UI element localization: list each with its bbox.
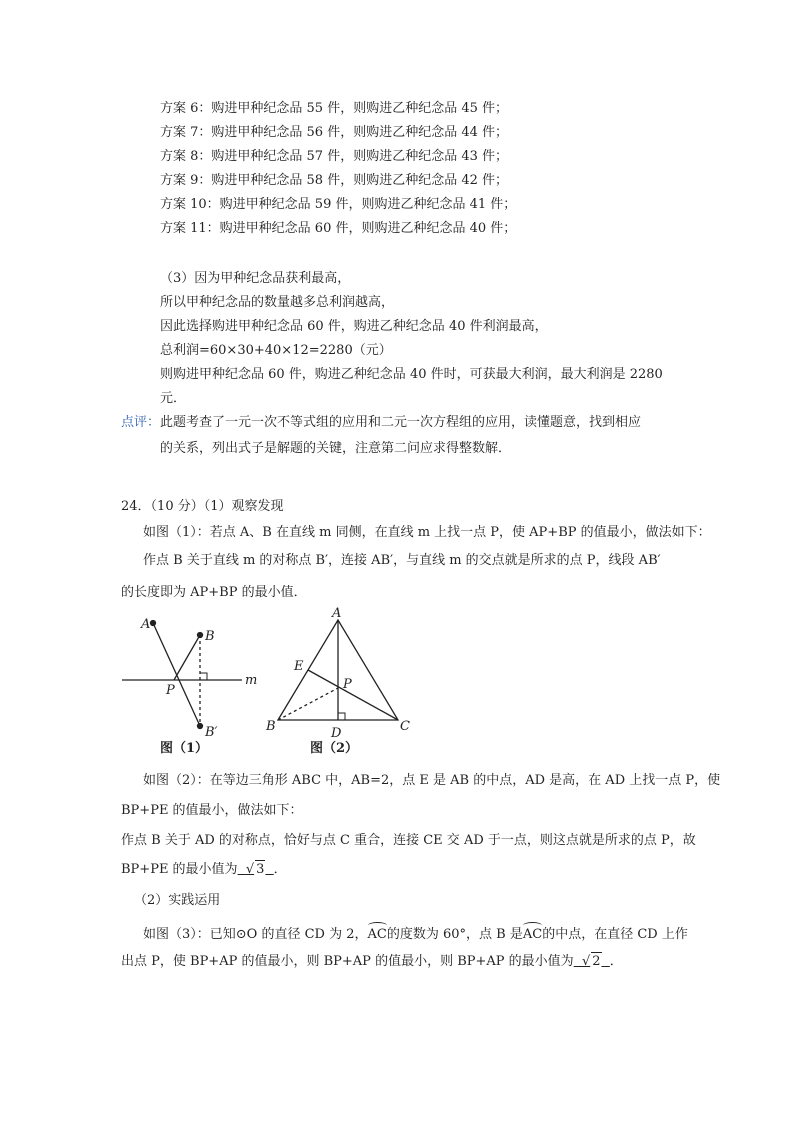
- comment-line-2: 的关系，列出式子是解题的关键，注意第二问应求得整数解．: [160, 441, 512, 456]
- fig3-text-b: 的度数为 60°，点 B 是: [386, 927, 523, 942]
- part3-line-4: 总利润=60×30+40×12=2280（元）: [160, 343, 392, 358]
- q24-fig1-line1: 如图（1）：若点 A、B 在直线 m 同侧，在直线 m 上找一点 P，使 AP+BP 的值最小，做法如下：: [143, 525, 711, 540]
- fig3-answer-radicand: 2: [592, 954, 601, 969]
- q24-fig3-line1: [143, 922, 688, 944]
- plan-9: 方案 9：购进甲种纪念品 58 件，则购进乙种纪念品 42 件；: [160, 173, 509, 188]
- part3-line-2: 所以甲种纪念品的数量越多总利润越高，: [160, 295, 395, 310]
- fig2-label-d: D: [331, 726, 342, 741]
- fig2-label-p: P: [343, 677, 352, 692]
- comment-text-1: 此题考查了一元一次不等式组的应用和二元一次方程组的应用，读懂题意，找到相应: [160, 415, 642, 430]
- right-angle-mark: [200, 673, 207, 680]
- point-b: [198, 633, 203, 638]
- point-a: [151, 621, 156, 626]
- fig1-caption: 图（1）: [160, 741, 209, 756]
- right-angle-mark-d: [338, 713, 345, 720]
- comment-label: 点评：: [121, 415, 161, 430]
- fig1-label-a: A: [141, 617, 151, 632]
- fig1-label-m: m: [245, 673, 258, 688]
- plan-7: 方案 7：购进甲种纪念品 56 件，则购进乙种纪念品 44 件；: [160, 125, 509, 140]
- fig2-answer: [238, 860, 274, 879]
- sqrt-symbol-2: √: [581, 954, 591, 969]
- q24-fig3-line2: [121, 952, 623, 971]
- q24-fig2-line3: 作点 B 关于 AD 的对称点，恰好与点 C 重合，连接 CE 交 AD 于一点，则这点就是所求的点 P，故: [121, 833, 696, 848]
- plan-8: 方案 8：购进甲种纪念品 57 件，则购进乙种纪念品 43 件；: [160, 149, 509, 164]
- point-bprime: [198, 724, 203, 729]
- q24-fig1-line2: 作点 B 关于直线 m 的对称点 B′，连接 AB′，与直线 m 的交点就是所求的点 P，线段 AB′: [143, 553, 661, 568]
- q24-fig1-line3: 的长度即为 AP+BP 的最小值．: [121, 585, 307, 600]
- fig1-label-bprime: B′: [205, 725, 218, 740]
- fig2-answer-prefix: BP+PE 的最小值为: [121, 862, 238, 877]
- arc-ac-2: AC: [523, 922, 542, 944]
- fig3-answer-prefix: 出点 P，使 BP+AP 的值最小，则 BP+AP 的值最小，则 BP+AP 的最小值为: [121, 954, 574, 969]
- segment-b-p: [174, 635, 200, 680]
- fig3-answer-suffix: ．: [609, 954, 623, 969]
- fig3-text-c: 的中点，在直径 CD 上作: [542, 927, 688, 942]
- fig2-answer-radicand: 3: [256, 862, 265, 877]
- q24-fig2-line2: BP+PE 的值最小，做法如下：: [121, 803, 303, 818]
- plan-10: 方案 10：购进甲种纪念品 59 件，则购进乙种纪念品 41 件；: [160, 197, 517, 212]
- q24-fig2-line4: [121, 860, 287, 879]
- fig3-text-a: 如图（3）：已知⊙O 的直径 CD 为 2，: [143, 927, 368, 942]
- plan-11: 方案 11：购进甲种纪念品 60 件，则购进乙种纪念品 40 件；: [160, 221, 517, 236]
- part3-line-5: 则购进甲种纪念品 60 件，购进乙种纪念品 40 件时，可获最大利润，最大利润是 2280: [160, 367, 663, 382]
- fig2-label-b: B: [266, 719, 276, 734]
- fig1-label-p: P: [166, 683, 175, 698]
- fig3-answer: [574, 952, 610, 971]
- fig2-caption: 图（2）: [310, 741, 359, 756]
- fig2-label-c: C: [400, 719, 410, 734]
- fig2-answer-suffix: ．: [273, 862, 287, 877]
- plan-6: 方案 6：购进甲种纪念品 55 件，则购进乙种纪念品 45 件；: [160, 101, 509, 116]
- part3-line-6: 元．: [160, 391, 187, 406]
- fig2-label-a: A: [332, 606, 342, 621]
- segment-ce: [308, 670, 398, 720]
- q24-part2-header: （2）实践运用: [134, 893, 221, 908]
- figure-1: [122, 621, 242, 729]
- sqrt-symbol: √: [245, 862, 255, 877]
- fig2-label-e: E: [294, 659, 304, 674]
- fig1-label-b: B: [205, 629, 215, 644]
- arc-ac-1: AC: [368, 922, 387, 944]
- q24-header: 24．（10 分）（1）观察发现: [121, 499, 284, 514]
- part3-line-3: 因此选择购进甲种纪念品 60 件，购进乙种纪念品 40 件利润最高，: [160, 319, 548, 334]
- q24-fig2-line1: 如图（2）：在等边三角形 ABC 中，AB=2，点 E 是 AB 的中点，AD 是高，在 AD 上找一点 P，使: [143, 773, 721, 788]
- part3-line-1: （3）因为甲种纪念品获利最高，: [160, 271, 351, 286]
